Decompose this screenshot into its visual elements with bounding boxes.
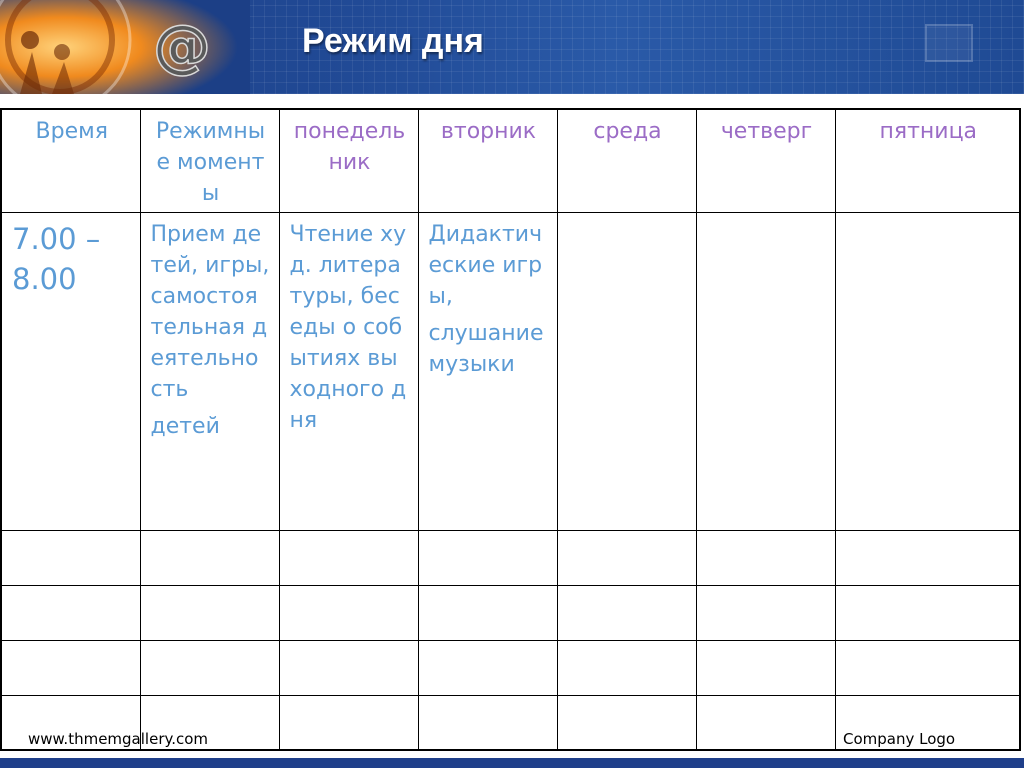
header-time: Время — [1, 109, 140, 212]
footer-website: www.thmemgallery.com — [28, 730, 209, 748]
at-sign-icon — [150, 14, 214, 78]
header-moments: Режимные моменты — [140, 109, 279, 212]
header-banner — [0, 0, 1024, 94]
header-monday: понедельник — [279, 109, 418, 212]
bottom-bar — [0, 758, 1024, 768]
moments-text: Прием детей, игры, самостоятельная деятельность — [150, 221, 270, 402]
cell-tuesday — [418, 212, 557, 530]
tuesday-text-2: слушание музыки — [428, 320, 544, 377]
header-wednesday: среда — [557, 109, 696, 212]
table-header-row — [1, 109, 1020, 212]
header-thursday: четверг — [696, 109, 835, 212]
tuesday-text: Дидактические игры, — [428, 221, 543, 309]
moments-text-2: детей — [150, 413, 220, 439]
cell-thursday — [696, 212, 835, 530]
table-row — [1, 212, 1020, 530]
cell-moments — [140, 212, 279, 530]
table-row-empty — [1, 585, 1020, 640]
header-friday: пятница — [835, 109, 1020, 212]
footer-company-logo: Company Logo — [843, 730, 956, 748]
svg-text:@: @ — [153, 14, 211, 78]
table-row-empty — [1, 530, 1020, 585]
table-row-empty — [1, 640, 1020, 695]
schedule-table — [0, 108, 1021, 751]
cell-time: 7.00 – 8.00 — [1, 212, 140, 530]
cell-wednesday — [557, 212, 696, 530]
header-tuesday: вторник — [418, 109, 557, 212]
banner-square-icon — [925, 24, 973, 62]
page-title: Режим дня — [302, 22, 484, 60]
cell-friday — [835, 212, 1020, 530]
cell-monday: Чтение худ. литературы, беседы о событиях выходного дня — [279, 212, 418, 530]
